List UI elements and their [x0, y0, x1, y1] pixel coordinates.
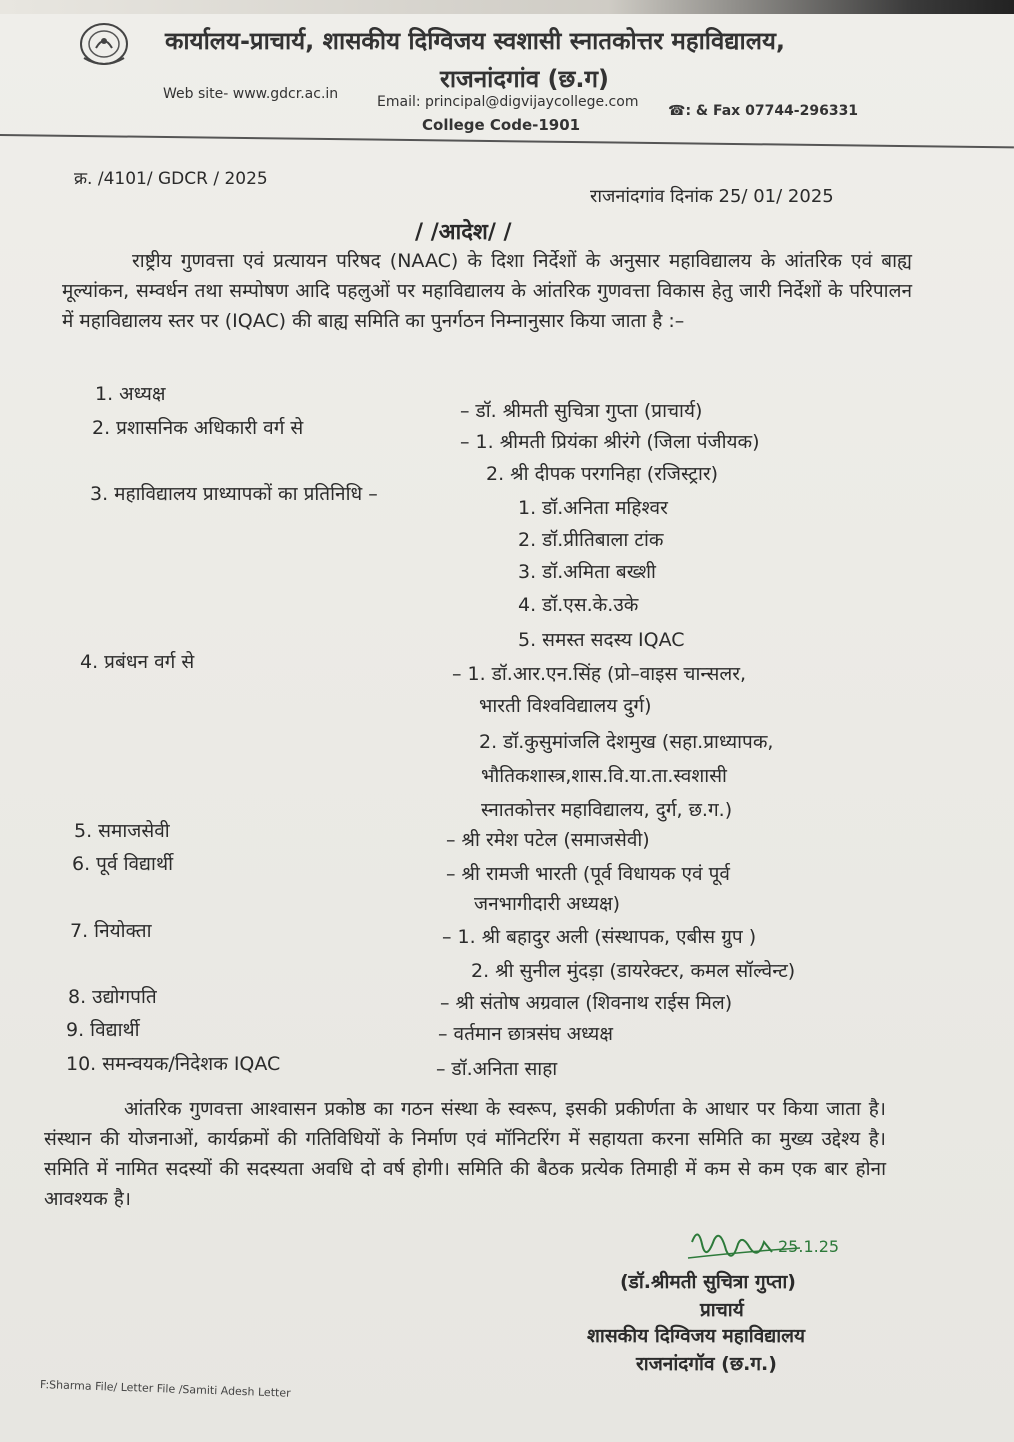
member-category-9: 9. विद्यार्थी: [66, 1019, 140, 1041]
signatory-city: राजनांदगॉव (छ.ग.): [636, 1353, 777, 1375]
member-category-6: 6. पूर्व विद्यार्थी: [72, 853, 174, 875]
member-value-3-4: 4. डॉ.एस.के.उके: [518, 594, 639, 616]
member-value-4-2c: स्नातकोत्तर महाविद्यालय, दुर्ग, छ.ग.): [481, 799, 733, 821]
member-value-4-1: – 1. डॉ.आर.एन.सिंह (प्रो–वाइस चान्सलर,: [452, 663, 747, 685]
reference-number: क्र. /4101/ GDCR / 2025: [74, 169, 268, 189]
college-code: College Code-1901: [422, 116, 581, 134]
member-category-8: 8. उद्योगपति: [68, 986, 157, 1008]
member-value-8: – श्री संतोष अग्रवाल (शिवनाथ राईस मिल): [440, 992, 733, 1014]
email-text: Email: principal@digvijaycollege.com: [377, 94, 639, 110]
member-value-1: – डॉ. श्रीमती सुचित्रा गुप्ता (प्राचार्य): [460, 400, 703, 422]
member-category-7: 7. नियोक्ता: [70, 920, 152, 942]
member-value-9: – वर्तमान छात्रसंघ अध्यक्ष: [438, 1023, 613, 1045]
signatory-name: (डॉ.श्रीमती सुचित्रा गुप्ता): [620, 1271, 796, 1293]
member-value-6b: जनभागीदारी अध्यक्ष): [474, 893, 620, 915]
member-category-3: 3. महाविद्यालय प्राध्यापकों का प्रतिनिधि –: [90, 483, 378, 505]
member-category-1: 1. अध्यक्ष: [95, 383, 166, 405]
order-title: / /आदेश/ /: [415, 220, 512, 245]
signatory-designation: प्राचार्य: [700, 1299, 744, 1321]
college-seal-icon: [78, 20, 130, 68]
top-edge: [0, 0, 1014, 14]
member-value-4-1b: भारती विश्वविद्यालय दुर्ग): [479, 695, 652, 717]
member-value-10: – डॉ.अनिता साहा: [436, 1058, 558, 1080]
member-value-3-2: 2. डॉ.प्रीतिबाला टांक: [518, 529, 664, 551]
closing-paragraph: आंतरिक गुणवत्ता आश्वासन प्रकोष्ठ का गठन संस्था के स्वरूप, इसकी प्रकीर्णता के आधार पर किया जाता है। संस्थान की योजनाओं, कार्यक्रमों की गतिविधियों के निर्माण एवं मॉनिटरिंग में सहायता करना समिति का मुख्य उद्देश्य है। समिति में नामित सदस्यों की सदस्यता अवधि दो वर्ष होगी। समिति की बैठक प्रत्येक तिमाही में कम से कम एक बार होना आवश्यक है।: [44, 1098, 886, 1210]
office-title: कार्यालय-प्राचार्य, शासकीय दिग्विजय स्वशासी स्नातकोत्तर महाविद्यालय,: [165, 27, 786, 55]
website-text: Web site- www.gdcr.ac.in: [163, 86, 339, 102]
member-value-3-5: 5. समस्त सदस्य IQAC: [518, 629, 685, 651]
member-category-10: 10. समन्वयक/निदेशक IQAC: [66, 1053, 281, 1075]
member-category-5: 5. समाजसेवी: [74, 820, 170, 842]
file-path: F:Sharma File/ Letter File /Samiti Adesh Letter: [39, 1378, 291, 1400]
city-title: राजनांदगांव (छ.ग): [440, 65, 609, 93]
fax-text: ☎: & Fax 07744-296331: [668, 103, 859, 119]
header-divider: [0, 134, 1014, 148]
member-value-3-3: 3. डॉ.अमिता बख्शी: [518, 561, 656, 583]
member-value-7-1: – 1. श्री बहादुर अली (संस्थापक, एबीस ग्रुप ): [442, 926, 757, 948]
intro-paragraph: राष्ट्रीय गुणवत्ता एवं प्रत्यायन परिषद (NAAC) के दिशा निर्देशों के अनुसार महाविद्यालय के आंतरिक एवं बाह्य मूल्यांकन, सम्वर्धन तथा सम्पोषण आदि पहलुओं पर महाविद्यालय के आंतरिक गुणवत्ता विकास हेतु जारी निर्देशों के परिपालन में महाविद्यालय स्तर पर (IQAC) की बाह्य समिति का पुनर्गठन निम्नानुसार किया जाता है :–: [62, 250, 912, 332]
member-value-2-1: – 1. श्रीमती प्रियंका श्रीरंगे (जिला पंजीयक): [460, 431, 760, 453]
member-category-2: 2. प्रशासनिक अधिकारी वर्ग से: [92, 417, 304, 439]
signatory-institution: शासकीय दिग्विजय महाविद्यालय: [587, 1325, 806, 1347]
member-value-3-1: 1. डॉ.अनिता महिश्वर: [518, 497, 668, 519]
member-value-4-2b: भौतिकशास्त्र,शास.वि.या.ता.स्वशासी: [481, 765, 727, 787]
letter-date: राजनांदगांव दिनांक 25/ 01/ 2025: [590, 186, 834, 207]
member-value-6: – श्री रामजी भारती (पूर्व विधायक एवं पूर्व: [446, 863, 730, 885]
member-value-5: – श्री रमेश पटेल (समाजसेवी): [446, 829, 650, 851]
member-category-4: 4. प्रबंधन वर्ग से: [80, 651, 195, 673]
member-value-7-2: 2. श्री सुनील मुंदड़ा (डायरेक्टर, कमल सॉल्वेन्ट): [471, 960, 796, 982]
svg-text:25.1.25: 25.1.25: [778, 1237, 840, 1256]
member-value-4-2: 2. डॉ.कुसुमांजलि देशमुख (सहा.प्राध्यापक,: [479, 731, 774, 753]
member-value-2-2: 2. श्री दीपक परगनिहा (रजिस्ट्रार): [486, 463, 719, 485]
